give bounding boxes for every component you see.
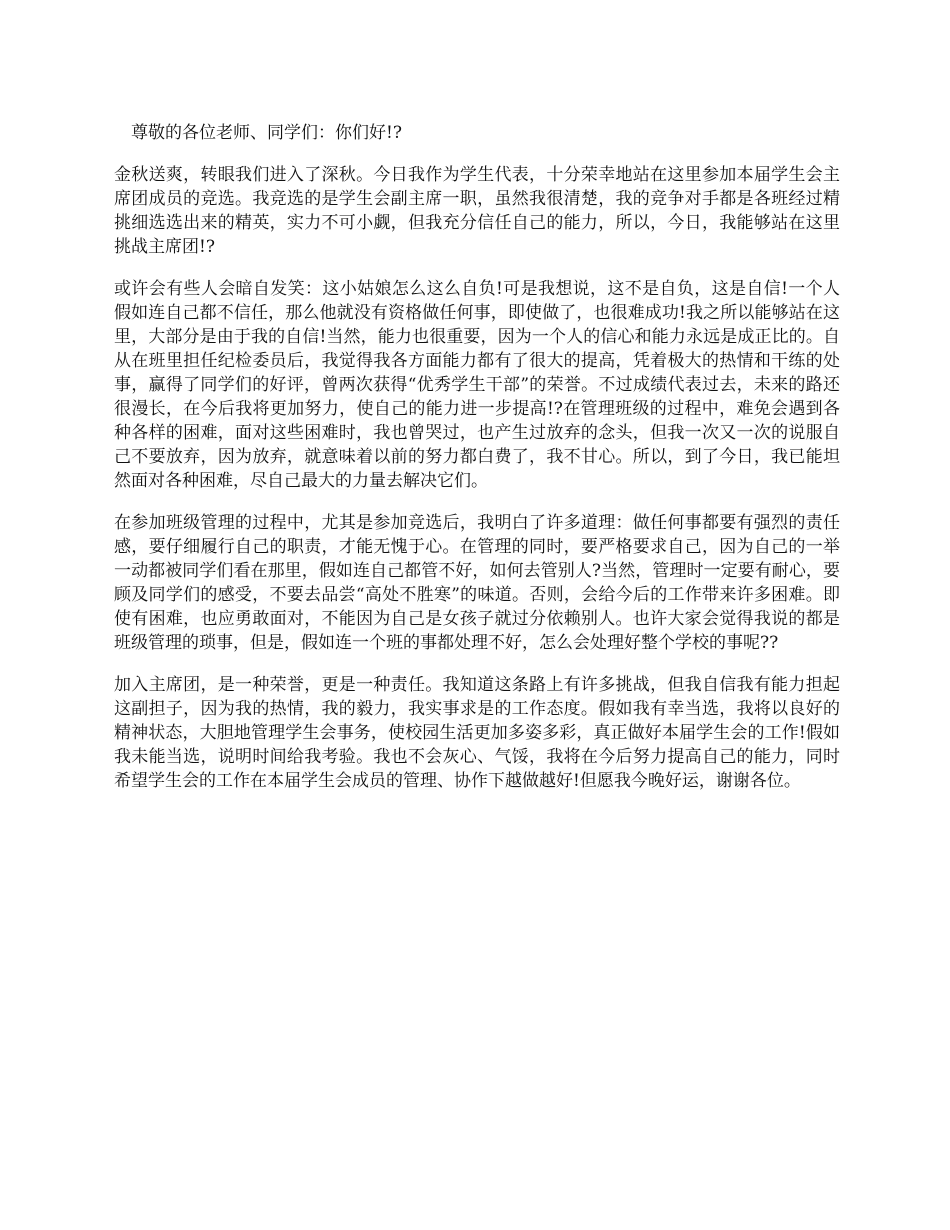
paragraph-3: 在参加班级管理的过程中，尤其是参加竞选后，我明白了许多道理：做任何事都要有强烈的责任感，要仔细履行自己的职责，才能无愧于心。在管理的同时，要严格要求自己，因为自己的一举一动都被同学们看在那里，假如连自己都管不好，如何去管别人?当然，管理时一定要有耐心，要顾及同学们的感受，不要去品尝“高处不胜寒”的味道。否则，会给今后的工作带来许多困难。即使有困难，也应勇敢面对，不能因为自己是女孩子就过分依赖别人。也许大家会觉得我说的都是班级管理的琐事，但是，假如连一个班的事都处理不好，怎么会处理好整个学校的事呢??: [114, 513, 840, 653]
greeting-line: 尊敬的各位老师、同学们：你们好!?: [131, 123, 402, 143]
document-body: [114, 121, 840, 811]
paragraph-1: 金秋送爽，转眼我们进入了深秋。今日我作为学生代表，十分荣幸地站在这里参加本届学生会主席团成员的竞选。我竞选的是学生会副主席一职，虽然我很清楚，我的竞争对手都是各班经过精挑细选选出来的精英，实力不可小觑，但我充分信任自己的能力，所以，今日，我能够站在这里挑战主席团!?: [114, 165, 840, 257]
paragraph-2: 或许会有些人会暗自发笑：这小姑娘怎么这么自负!可是我想说，这不是自负，这是自信!一个人假如连自己都不信任，那么他就没有资格做任何事，即使做了，也很难成功!我之所以能够站在这里，大部分是由于我的自信!当然，能力也很重要，因为一个人的信心和能力永远是成正比的。自从在班里担任纪检委员后，我觉得我各方面能力都有了很大的提高，凭着极大的热情和干练的处事，赢得了同学们的好评，曾两次获得“优秀学生干部”的荣誉。不过成绩代表过去，未来的路还很漫长，在今后我将更加努力，使自己的能力进一步提高!?在管理班级的过程中，难免会遇到各种各样的困难，面对这些困难时，我也曾哭过，也产生过放弃的念头，但我一次又一次的说服自己不要放弃，因为放弃，就意味着以前的努力都白费了，我不甘心。所以，到了今日，我已能坦然面对各种困难，尽自己最大的力量去解决它们。: [114, 279, 840, 491]
paragraph-4: 加入主席团，是一种荣誉，更是一种责任。我知道这条路上有许多挑战，但我自信我有能力担起这副担子，因为我的热情，我的毅力，我实事求是的工作态度。假如我有幸当选，我将以良好的精神状态，大胆地管理学生会事务，使校园生活更加多姿多彩，真正做好本届学生会的工作!假如我未能当选，说明时间给我考验。我也不会灰心、气馁，我将在今后努力提高自己的能力，同时希望学生会的工作在本届学生会成员的管理、协作下越做越好!但愿我今晚好运，谢谢各位。: [114, 675, 840, 791]
